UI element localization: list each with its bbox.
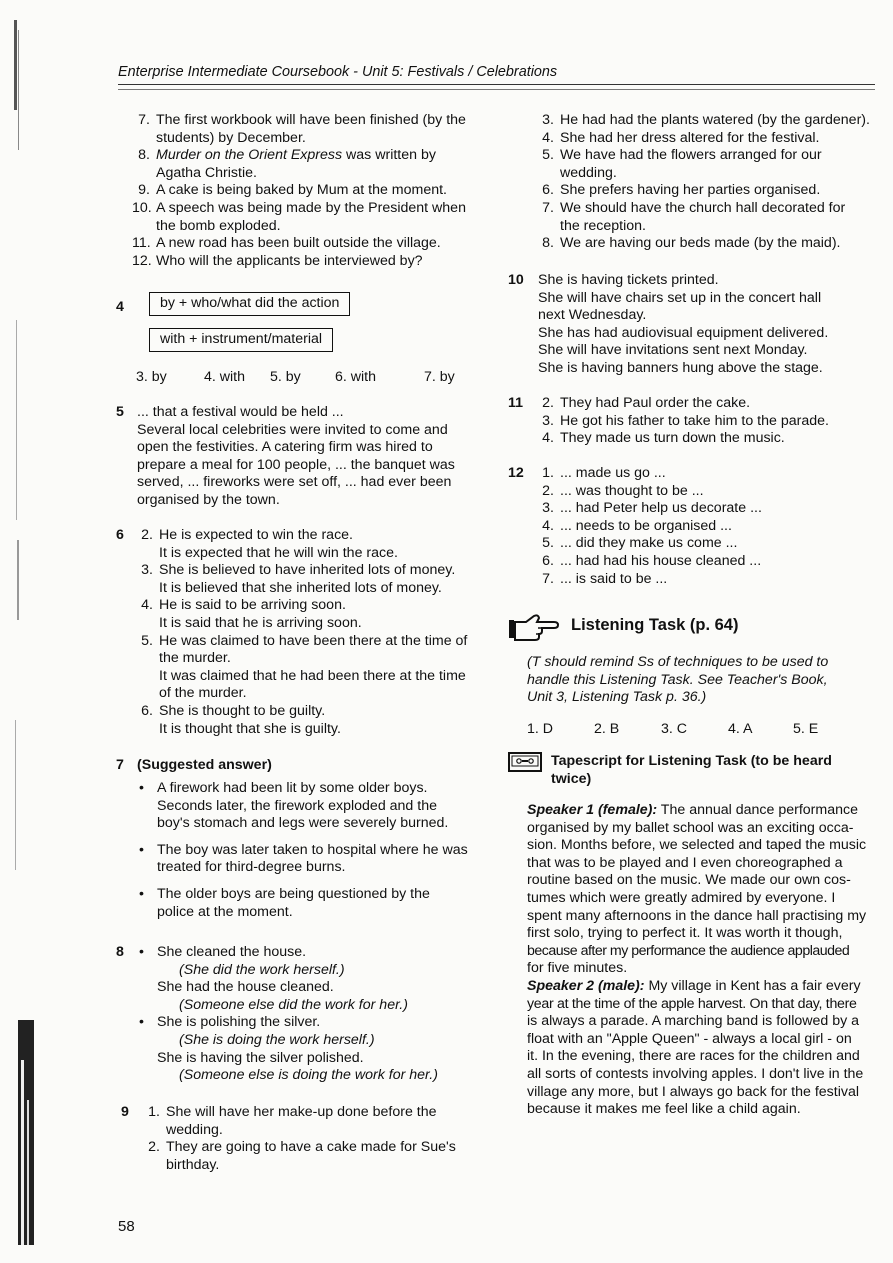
- list-item: 3. He got his father to take him to the parade.: [542, 412, 829, 429]
- pointing-hand-icon: [508, 612, 560, 642]
- list-item: 5. ... did they make us come ...: [542, 535, 738, 552]
- list-item: 7. We should have the church hall decorated for the reception.: [542, 199, 846, 234]
- line: She had the house cleaned.: [157, 979, 334, 996]
- list-item: • A firework had been lit by some older boys. Seconds later, the firework exploded and the boy's stomach and legs were severely burned.: [139, 780, 449, 832]
- exercise-9-number: 9: [121, 1104, 129, 1120]
- list-item: 5. We have had the flowers arranged for our wedding.: [542, 147, 822, 181]
- list-item: 4. She had her dress altered for the festival.: [542, 129, 820, 146]
- line: She is having the silver polished.: [157, 1049, 364, 1066]
- page-number: 58: [118, 1218, 135, 1235]
- list-item: 4. They made us turn down the music.: [542, 430, 785, 447]
- exercise-7-heading: (Suggested answer): [137, 757, 272, 773]
- list-item: 5. He was claimed to have been there at the time of the murder. It was claimed that he had been there at the time of the murder.: [141, 632, 468, 702]
- exercise-10-text: She is having tickets printed. She will have chairs set up in the concert hall next Wednesday. She has had audiovisual equipment delivered. She will have invitations sent next Monday. She is having banners hung above the stage.: [538, 272, 829, 376]
- exercise-8-number: 8: [116, 944, 124, 960]
- note: (Someone else is doing the work for her.): [179, 1067, 438, 1084]
- exercise-7-bullets: [137, 780, 477, 921]
- list-item: 2. They had Paul order the cake.: [542, 395, 751, 411]
- rule-box-with: with + instrument/material: [149, 328, 333, 352]
- answer-4: 4. with: [204, 369, 246, 385]
- scan-edge-artifact: [14, 20, 36, 1250]
- note: (Someone else did the work for her.): [179, 996, 408, 1013]
- list-item: 9. A cake is being baked by Mum at the moment.: [138, 182, 447, 199]
- exercise-7-number: 7: [116, 757, 124, 773]
- header-rule-double: [118, 89, 875, 90]
- cassette-tape-icon: [508, 752, 542, 772]
- answer-2: 2. B: [594, 721, 620, 737]
- note: (She is doing the work herself.): [179, 1031, 375, 1048]
- list-item: 8. Murder on the Orient Express was written by Agatha Christie.: [138, 147, 436, 181]
- exercise-9-list: [142, 1104, 482, 1174]
- list-item: 8. We are having our beds made (by the maid).: [542, 235, 841, 252]
- speaker-2-label: Speaker 2 (male):: [527, 977, 645, 994]
- answer-3: 3. C: [661, 721, 688, 737]
- tapescript-title: Tapescript for Listening Task (to be heard twice): [551, 753, 832, 787]
- list-item: 1. ... made us go ...: [542, 465, 666, 481]
- exercise-6-list: [135, 527, 480, 738]
- answer-4: 4. A: [728, 721, 753, 737]
- list-item: 11. A new road has been built outside the village.: [132, 235, 441, 252]
- exercise-11-number: 11: [508, 395, 523, 411]
- list-item: 6. ... had had his house cleaned ...: [542, 552, 762, 569]
- list-item: 12. Who will the applicants be interviewed by?: [132, 252, 423, 269]
- tapescript-text: Speaker 1 (female): The annual dance performance organised by my ballet school was an exciting occa- sion. Months before, we selected and taped the music that was to be played and I even choreographed a routine based on the music. We made our own cos- tumes which were greatly admired by everyone. I spent many afternoons in the dance hall practising my first solo, trying to perfect it. It was worth it though, because after my performance the audience applauded for five minutes. Speaker 2 (male): My village in Kent has a fair every year at the time of the apple harvest. On that day, there is always a parade. A marching band is followed by a float with an "Apple Queen" - always a local girl - on it. In the evening, there are races for the children and all sorts of contests involving apples. I don't live in the village any more, but I always go back for the festival because it makes me feel like a child again.: [527, 802, 867, 1118]
- list-item: 6. She prefers having her parties organised.: [542, 182, 821, 199]
- list-item: • The boy was later taken to hospital where he was treated for third-degree burns.: [139, 841, 468, 876]
- exercise-5-text: ... that a festival would be held ... Several local celebrities were invited to come and open the festivities. A catering firm was hired to prepare a meal for 100 people, ... the banquet was served, ... fireworks were set off, ... had ever been organised by the town.: [137, 404, 455, 508]
- list-item: 4. He is said to be arriving soon. It is said that he is arriving soon.: [141, 597, 362, 631]
- list-item: 1. She will have her make-up done before the wedding.: [148, 1104, 437, 1138]
- list-item: 6. She is thought to be guilty. It is thought that she is guilty.: [141, 702, 341, 737]
- answer-5: 5. E: [793, 721, 819, 737]
- header-rule: [118, 84, 875, 85]
- note: (She did the work herself.): [179, 961, 345, 978]
- listening-task-note: (T should remind Ss of techniques to be used to handle this Listening Task. See Teacher's Book, Unit 3, Listening Task p. 36.): [527, 654, 829, 706]
- list-item: • The older boys are being questioned by the police at the moment.: [139, 885, 430, 920]
- answer-6: 6. with: [335, 369, 377, 385]
- exercise-12-number: 12: [508, 465, 524, 481]
- exercise-12-list: [536, 465, 876, 588]
- exercise-9-list-continued: [536, 112, 876, 253]
- exercise-5-number: 5: [116, 404, 124, 420]
- speaker-1-label: Speaker 1 (female):: [527, 802, 658, 818]
- exercise-4-number: 4: [116, 299, 124, 315]
- list-item: 3. He had had the plants watered (by the gardener).: [542, 112, 870, 128]
- answer-7: 7. by: [424, 369, 455, 385]
- rule-box-by: by + who/what did the action: [149, 292, 350, 316]
- running-header: Enterprise Intermediate Coursebook - Unit 5: Festivals / Celebrations: [118, 64, 558, 80]
- answer-1: 1. D: [527, 721, 554, 737]
- listening-task-title: Listening Task (p. 64): [571, 616, 739, 634]
- answer-5: 5. by: [270, 369, 301, 385]
- list-item: • She is polishing the silver.: [139, 1014, 321, 1031]
- list-item: 2. ... was thought to be ...: [542, 482, 704, 499]
- list-item: 10. A speech was being made by the President when the bomb exploded.: [132, 199, 466, 234]
- answer-3: 3. by: [136, 369, 167, 385]
- list-item: 3. She is believed to have inherited lots of money. It is believed that she inherited lots of money.: [141, 562, 456, 596]
- list-item: 2. They are going to have a cake made for Sue's birthday.: [148, 1139, 456, 1173]
- list-item: • She cleaned the house.: [139, 944, 307, 960]
- list-item: 2. He is expected to win the race. It is expected that he will win the race.: [141, 527, 398, 561]
- list-item: 7. The first workbook will have been finished (by the students) by December.: [138, 112, 466, 146]
- list-item: 3. ... had Peter help us decorate ...: [542, 500, 762, 517]
- list-item: 4. ... needs to be organised ...: [542, 517, 732, 534]
- exercise-11-list: [536, 395, 876, 448]
- exercise-10-number: 10: [508, 272, 524, 288]
- exercise-3-list: [132, 112, 477, 270]
- exercise-6-number: 6: [116, 527, 124, 543]
- list-item: 7. ... is said to be ...: [542, 570, 668, 587]
- exercise-8-content: [137, 944, 477, 1085]
